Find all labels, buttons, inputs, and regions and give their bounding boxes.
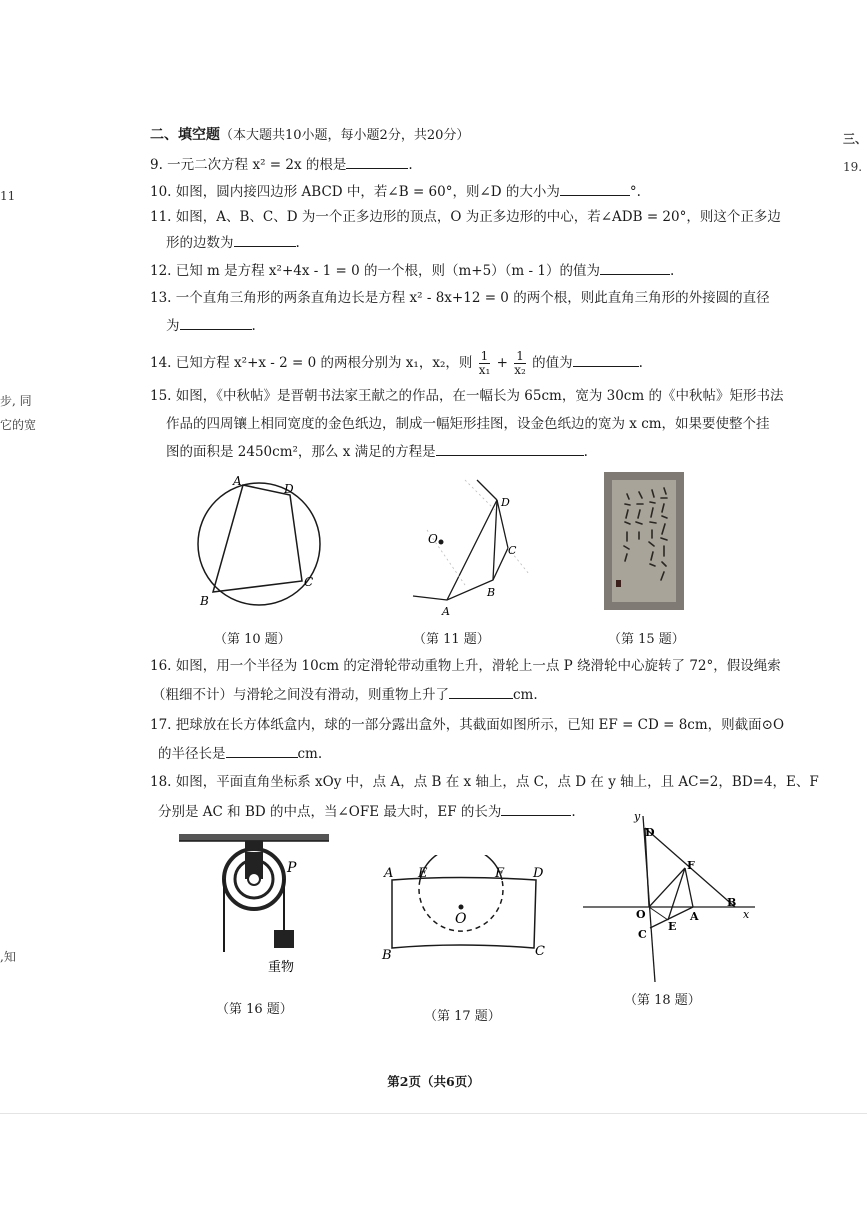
answer-blank-16[interactable] xyxy=(449,686,513,699)
answer-blank-10[interactable] xyxy=(560,183,630,196)
caption-fig-17: （第 17 题） xyxy=(424,1009,501,1024)
fig10-label-b: B xyxy=(200,594,209,608)
calligraphy-photo xyxy=(604,472,684,610)
question-11-text: 形的边数为 xyxy=(166,235,234,251)
question-12 xyxy=(150,262,674,280)
fig17-label-d: D xyxy=(533,866,544,881)
fig11-label-a: A xyxy=(442,605,450,618)
question-17-after: cm. xyxy=(297,746,323,762)
question-10 xyxy=(150,183,641,201)
question-9 xyxy=(150,156,413,174)
page-number: 第2页（共6页） xyxy=(387,1074,480,1089)
fig18-label-a: A xyxy=(690,910,699,923)
question-18-line-2 xyxy=(158,803,576,821)
fig18-label-b: B xyxy=(727,896,737,909)
question-10-text: 10. 如图，圆内接四边形 ABCD 中，若∠B = 60°，则∠D 的大小为 xyxy=(150,184,560,200)
question-12-after: . xyxy=(669,263,675,279)
question-17-line-2 xyxy=(158,745,322,763)
question-15-text: 图的面积是 2450cm²，那么 x 满足的方程是 xyxy=(166,444,436,460)
question-11-after: . xyxy=(295,235,300,251)
question-14-after: . xyxy=(638,355,643,371)
left-margin-text-3: 它的宽 xyxy=(0,418,37,432)
question-16-line-2 xyxy=(152,686,538,704)
question-18-line-1: 18. 如图，平面直角坐标系 xOy 中，点 A，点 B 在 x 轴上，点 C，点 D 在 y 轴上，且 AC=2，BD=4，E、F xyxy=(150,774,819,790)
figure-17-ball-in-box xyxy=(378,855,553,970)
fig18-label-c: C xyxy=(638,928,647,941)
question-15-line-2: 作品的四周镶上相同宽度的金色纸边，制成一幅矩形挂图，设金色纸边的宽为 x cm，如果要使整个挂 xyxy=(166,416,770,432)
plus-sign: + xyxy=(496,355,508,371)
question-16-after: cm. xyxy=(513,687,538,703)
question-17-line-1: 17. 把球放在长方体纸盒内，球的一部分露出盒外，其截面如图所示，已知 EF = CD = 8cm，则截面⊙O xyxy=(150,717,785,733)
question-13-text: 为 xyxy=(166,318,180,334)
fig17-label-a: A xyxy=(384,866,394,881)
caption-fig-10: （第 10 题） xyxy=(214,632,291,647)
fig10-label-c: C xyxy=(304,575,314,589)
fig11-label-b: B xyxy=(487,586,496,599)
fraction-1-over-x2 xyxy=(514,350,526,377)
fig18-label-y: y xyxy=(634,810,641,823)
caption-fig-11: （第 11 题） xyxy=(413,632,490,647)
caption-fig-15: （第 15 题） xyxy=(608,632,685,647)
question-18-after: . xyxy=(571,804,576,820)
figure-18-coordinate-system xyxy=(575,808,760,986)
fig17-label-c: C xyxy=(535,944,545,959)
right-margin-text-1: 三、 xyxy=(843,132,867,146)
figure-11-regular-polygon xyxy=(405,470,550,620)
section-heading xyxy=(150,124,469,144)
fig10-label-d: D xyxy=(284,482,294,496)
fig11-label-d: D xyxy=(501,496,510,509)
fraction-1-denominator: x₁ xyxy=(478,363,491,377)
question-13-line-2 xyxy=(166,317,256,335)
answer-blank-9[interactable] xyxy=(346,156,408,169)
left-margin-text-1: 11 xyxy=(0,189,16,203)
fig11-label-c: C xyxy=(508,544,517,557)
section-subtitle: （本大题共10小题，每小题2分，共20分） xyxy=(220,128,470,143)
question-11-line-1: 11. 如图，A、B、C、D 为一个正多边形的顶点，O 为正多边形的中心，若∠ADB = 20°，则这个正多边 xyxy=(150,209,781,225)
fig18-label-f: F xyxy=(687,859,695,872)
question-15-line-3 xyxy=(166,443,588,461)
question-14-text: 14. 已知方程 x²+x - 2 = 0 的两根分别为 x₁，x₂，则 xyxy=(150,355,473,371)
question-13-line-1: 13. 一个直角三角形的两条直角边长是方程 x² - 8x+12 = 0 的两个根，则此直角三角形的外接圆的直径 xyxy=(150,290,770,306)
fig17-label-b: B xyxy=(382,948,392,963)
fig16-label-p: P xyxy=(287,860,297,876)
left-margin-text-4: ,知 xyxy=(0,950,16,964)
question-17-text: 的半径长是 xyxy=(158,746,226,762)
answer-blank-17[interactable] xyxy=(226,745,298,758)
right-margin-text-2: 19. xyxy=(843,160,863,174)
figure-16-pulley xyxy=(175,832,335,982)
section-title: 二、填空题 xyxy=(150,127,220,143)
question-16-line-1: 16. 如图，用一个半径为 10cm 的定滑轮带动重物上升，滑轮上一点 P 绕滑轮中心旋转了 72°，假设绳索 xyxy=(150,658,781,674)
calligraphy-strokes xyxy=(612,480,676,602)
fraction-1-numerator: 1 xyxy=(480,349,489,363)
fraction-1-over-x1 xyxy=(479,350,491,377)
answer-blank-15[interactable] xyxy=(436,443,584,456)
fig10-label-a: A xyxy=(233,474,242,488)
answer-blank-18[interactable] xyxy=(501,803,571,816)
left-margin-text-2: 步, 同 xyxy=(0,394,32,408)
question-15-line-1: 15. 如图，《中秋帖》是晋朝书法家王献之的作品，在一幅长为 65cm，宽为 30cm 的《中秋帖》矩形书法 xyxy=(150,388,784,404)
question-16-text: （粗细不计）与滑轮之间没有滑动，则重物上升了 xyxy=(152,687,449,703)
fig16-label-weight: 重物 xyxy=(268,960,295,975)
question-9-text: 9. 一元二次方程 x² = 2x 的根是 xyxy=(150,157,347,173)
fig17-label-f: F xyxy=(495,866,505,881)
answer-blank-12[interactable] xyxy=(600,262,670,275)
question-9-after: . xyxy=(408,157,413,173)
question-13-after: . xyxy=(251,318,256,334)
bottom-divider xyxy=(0,1113,867,1114)
fig18-label-d: D xyxy=(645,826,655,839)
answer-blank-13[interactable] xyxy=(180,317,252,330)
fig18-label-x: x xyxy=(743,908,750,921)
fraction-2-denominator: x₂ xyxy=(514,363,526,377)
question-12-text: 12. 已知 m 是方程 x²+4x - 1 = 0 的一个根，则（m+5）（m - 1）的值为 xyxy=(150,263,600,279)
question-18-text: 分别是 AC 和 BD 的中点，当∠OFE 最大时，EF 的长为 xyxy=(158,804,502,820)
fig17-label-e: E xyxy=(418,866,428,881)
question-10-after: °. xyxy=(629,184,641,200)
question-15-after: . xyxy=(583,444,588,460)
caption-fig-16: （第 16 题） xyxy=(216,1002,293,1017)
fig18-label-e: E xyxy=(668,920,677,933)
fig17-label-o: O xyxy=(455,911,467,927)
calligraphy-paper xyxy=(612,480,676,602)
fraction-2-numerator: 1 xyxy=(516,349,524,363)
question-14 xyxy=(150,348,643,378)
figure-10-circle-quadrilateral xyxy=(185,470,335,620)
fig11-label-o: O xyxy=(428,532,438,546)
caption-fig-18: （第 18 题） xyxy=(624,993,701,1008)
answer-blank-11[interactable] xyxy=(234,234,296,247)
question-11-line-2 xyxy=(166,234,300,252)
answer-blank-14[interactable] xyxy=(573,354,639,367)
fig18-label-o: O xyxy=(636,908,646,921)
question-14-post: 的值为 xyxy=(532,355,573,371)
